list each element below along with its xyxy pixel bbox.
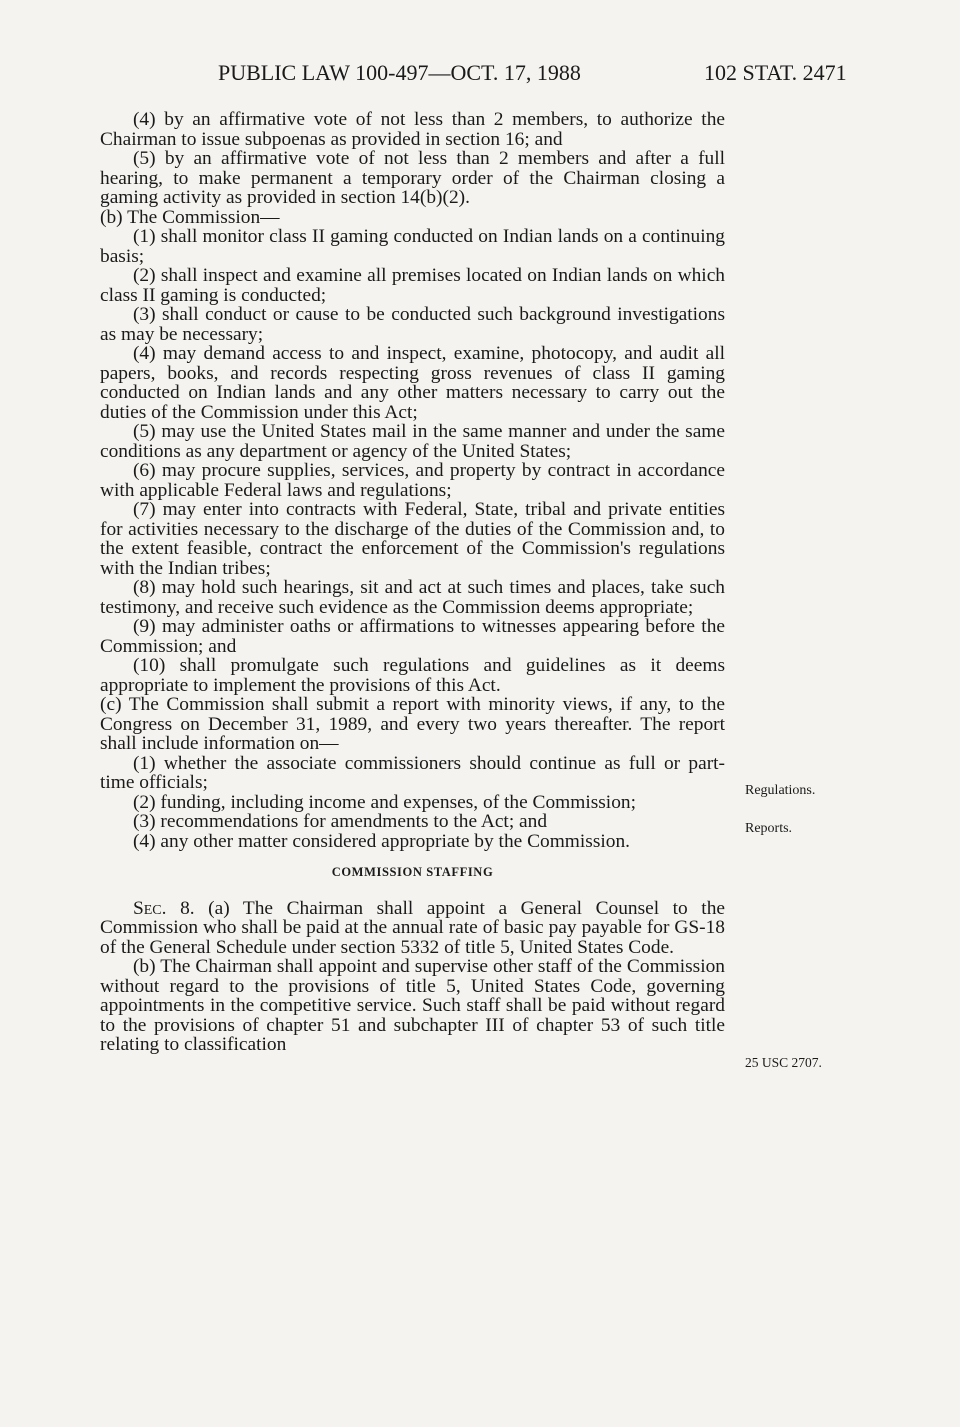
- paragraph-b5: (5) may use the United States mail in the same manner and under the same conditions as any department or agency of the United States;: [100, 421, 725, 462]
- section-label: Sec.: [132, 897, 167, 919]
- paragraph-b10: (10) shall promulgate such regulations and guidelines as it deems appropriate to implement the provisions of this Act.: [100, 655, 725, 696]
- paragraph-b1: (1) shall monitor class II gaming conducted on Indian lands on a continuing basis;: [100, 226, 725, 267]
- section-number: 8.: [180, 897, 195, 919]
- statute-page-number: 102 STAT. 2471: [704, 60, 847, 85]
- paragraph-c1: (1) whether the associate commissioners should continue as full or part-time officials;: [100, 752, 725, 793]
- paragraph-b-intro: (b) The Commission—: [100, 206, 280, 228]
- margin-note-reports: Reports.: [745, 821, 793, 836]
- section-8a: [100, 899, 725, 958]
- paragraph-c4: (4) any other matter considered appropriate by the Commission.: [132, 830, 630, 852]
- paragraph-a5: (5) by an affirmative vote of not less than 2 members and after a full hearing, to make permanent a temporary order of the Chairman closing a gaming activity as provided in section 14(b)(2).: [100, 148, 725, 208]
- section-heading: COMMISSION STAFFING: [331, 865, 494, 879]
- paragraph-b8: (8) may hold such hearings, sit and act at such times and places, take such testimony, and receive such evidence as the Commission deems appropriate;: [100, 577, 725, 618]
- margin-note-usc-citation: 25 USC 2707.: [745, 1055, 822, 1070]
- margin-note-regulations: Regulations.: [745, 783, 816, 798]
- paragraph-c2: (2) funding, including income and expenses, of the Commission;: [132, 791, 636, 813]
- paragraph-a4: (4) by an affirmative vote of not less than 2 members, to authorize the Chairman to issue subpoenas as provided in section 16; and: [100, 109, 725, 150]
- paragraph-c-intro: (c) The Commission shall submit a report with minority views, if any, to the Congress on December 31, 1989, and every two years thereafter. The report shall include information on—: [100, 694, 725, 754]
- paragraph-b4: (4) may demand access to and inspect, examine, photocopy, and audit all papers, books, and records respecting gross revenues of class II gaming conducted on Indian lands and any other matters necessary to carry out the duties of the Commission under this Act;: [100, 343, 725, 423]
- paragraph-b2: (2) shall inspect and examine all premises located on Indian lands on which class II gaming is conducted;: [100, 265, 725, 306]
- page-body: [100, 110, 725, 1055]
- paragraph-b9: (9) may administer oaths or affirmations to witnesses appearing before the Commission; and: [100, 616, 725, 657]
- paragraph-c3: (3) recommendations for amendments to the Act; and: [132, 811, 548, 832]
- section-8b: (b) The Chairman shall appoint and supervise other staff of the Commission without regard to the provisions of title 5, United States Code, governing appointments in the competitive service. Such staff shall be paid without regard to the provisions of chapter 51 and subchapter III of chapter 53 of such title relating to classification: [100, 956, 725, 1055]
- running-header-title: PUBLIC LAW 100-497—OCT. 17, 1988: [218, 60, 581, 85]
- paragraph-b3: (3) shall conduct or cause to be conducted such background investigations as may be necessary;: [100, 304, 725, 345]
- section-8a-text: (a) The Chairman shall appoint a General Counsel to the Commission who shall be paid at the annual rate of basic pay payable for GS-18 of the General Schedule under section 5332 of title 5, United States Code.: [100, 897, 725, 958]
- paragraph-b7: (7) may enter into contracts with Federal, State, tribal and private entities for activities necessary to the discharge of the duties of the Commission and, to the extent feasible, contract the enforcement of the Commission's regulations with the Indian tribes;: [100, 499, 725, 579]
- paragraph-b6: (6) may procure supplies, services, and property by contract in accordance with applicable Federal laws and regulations;: [100, 460, 725, 501]
